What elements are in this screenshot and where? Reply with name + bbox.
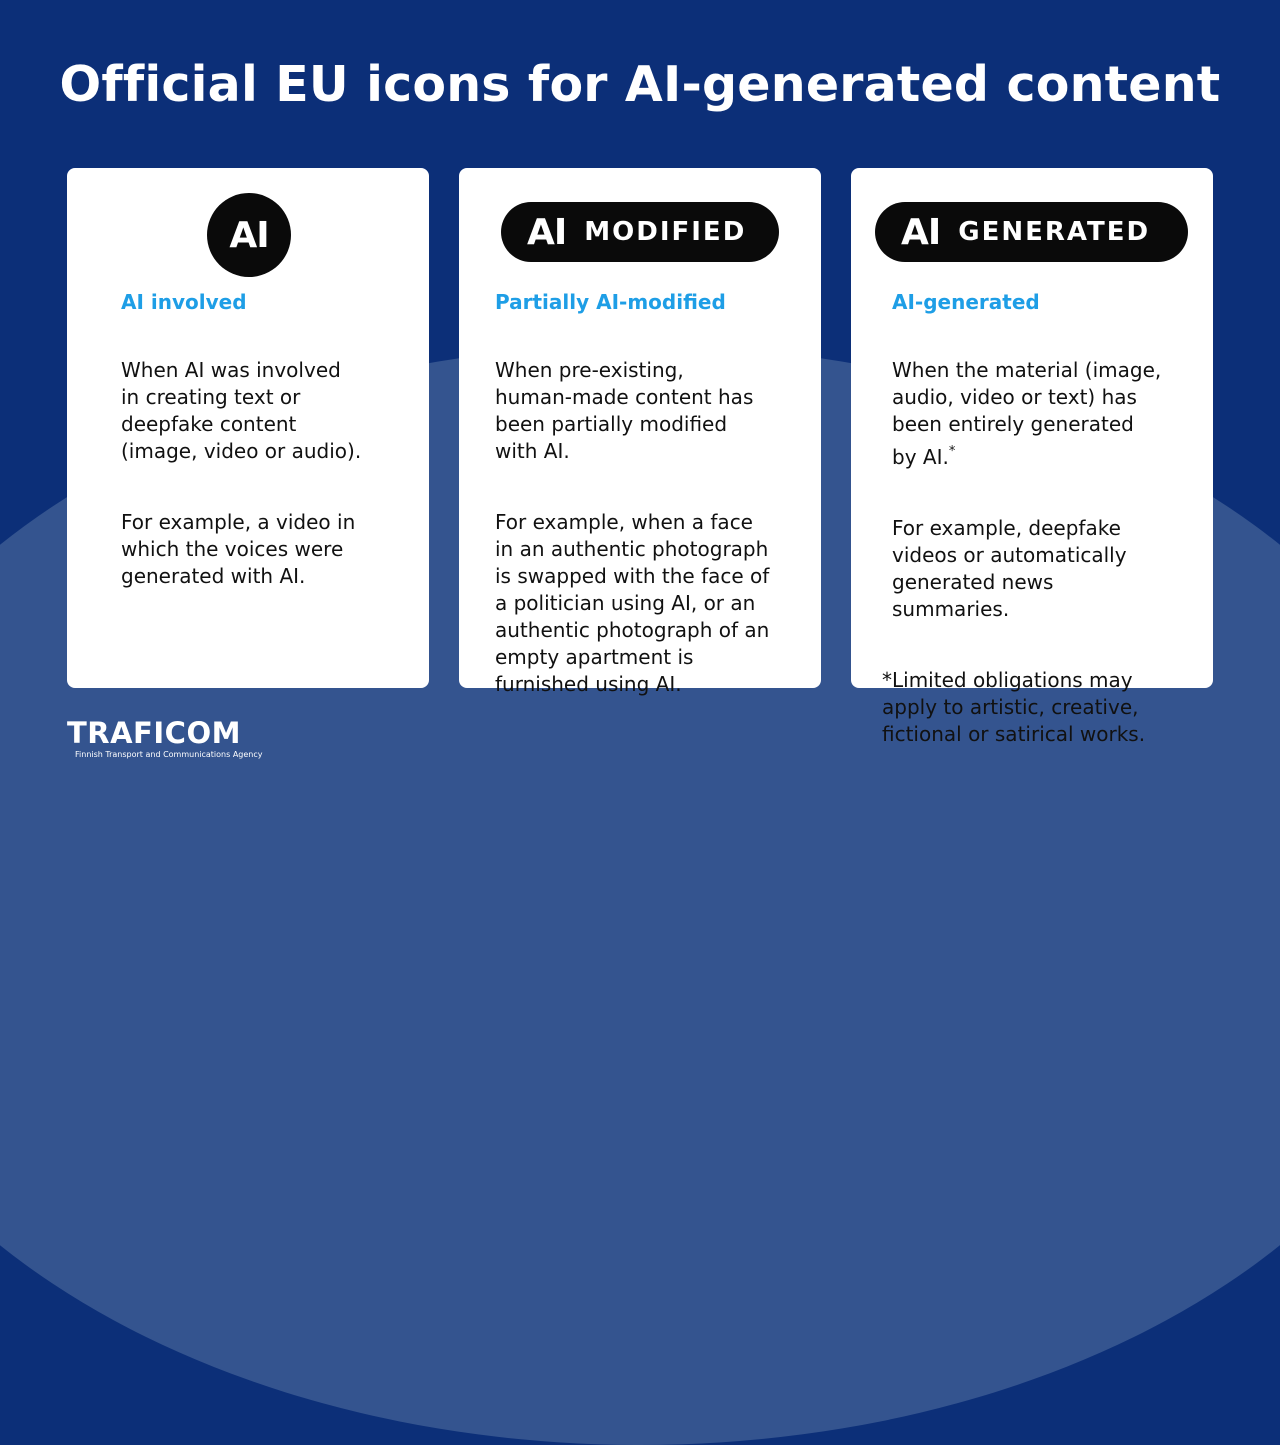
card-description-wrapper	[892, 357, 1210, 471]
badge-ai-text: AI	[229, 214, 269, 256]
card-description: When pre-existing, human-made content has been partially modified with AI.	[495, 358, 754, 463]
badge-ai-text: AI	[527, 211, 567, 253]
card-heading: AI-generated	[892, 290, 1040, 314]
card-heading: Partially AI-modified	[495, 290, 726, 314]
ai-generated-badge-icon	[875, 202, 1188, 262]
card-example: For example, when a face in an authentic photograph is swapped with the face of a politician using AI, or an authentic photograph of an empty apartment is furnished using AI.	[495, 510, 770, 696]
card-partially-ai-modified	[459, 168, 821, 696]
card-body	[495, 330, 815, 742]
card-footnote: *Limited obligations may apply to artistic, creative, fictional or satirical works.	[882, 668, 1146, 746]
page-title: Official EU icons for AI-generated content	[59, 56, 1221, 113]
traficom-logo	[67, 716, 263, 760]
badge-word-text: GENERATED	[958, 217, 1151, 247]
card-description: When AI was involved in creating text or deepfake content (image, video or audio).	[121, 358, 362, 463]
ai-modified-badge-icon	[501, 202, 779, 262]
logo-wordmark: TRAFICOM	[67, 716, 241, 750]
footnote-marker: *	[948, 444, 956, 459]
card-body	[121, 330, 421, 634]
card-body	[882, 330, 1210, 792]
card-ai-involved	[67, 168, 429, 688]
badge-word-text: MODIFIED	[584, 217, 747, 247]
card-description: When the material (image, audio, video or text) has been entirely generated by AI.	[892, 358, 1162, 469]
badge-ai-text: AI	[901, 211, 941, 253]
card-ai-generated	[851, 168, 1213, 746]
card-example: For example, deepfake videos or automatically generated news summaries.	[892, 516, 1127, 621]
card-example: For example, a video in which the voices were generated with AI.	[121, 510, 356, 588]
card-heading: AI involved	[121, 290, 247, 314]
ai-badge-icon	[207, 193, 291, 277]
logo-subtitle: Finnish Transport and Communications Agency	[75, 750, 263, 759]
